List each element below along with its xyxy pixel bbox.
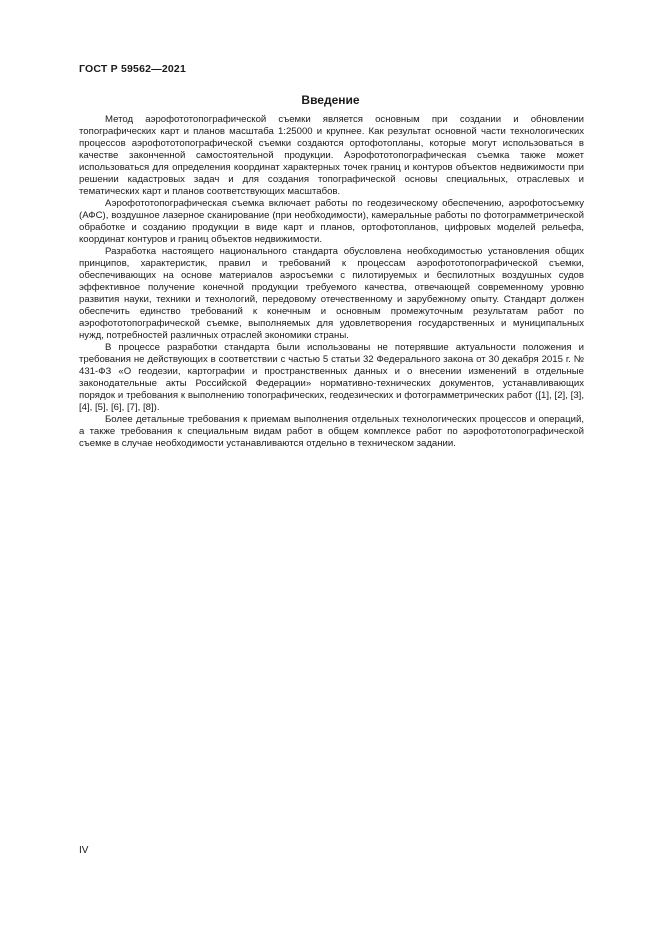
- paragraph-3: Разработка настоящего национального стандарта обусловлена необходимостью установления общих принципов, характеристик, правил и требований к процессам аэрофототопографической съемки, обеспечивающих на основе материалов аэросъемки с пилотируемых и беспилотных воздушных судов эффективное получение конечной продукции требуемого качества, отвечающей современному уровню развития науки, техники и технологий, передовому отечественному и зарубежному опыту. Стандарт должен обеспечить единство требований к конечным и основным промежуточным результатам работ по аэрофототопографической съемке, выполняемых для удовлетворения государственных и муниципальных нужд, потребностей различных отраслей экономики страны.: [79, 246, 584, 341]
- document-header: ГОСТ Р 59562—2021: [79, 63, 187, 75]
- section-title: Введение: [301, 93, 360, 107]
- page-number: IV: [79, 845, 89, 856]
- paragraph-1: Метод аэрофототопографической съемки является основным при создании и обновлении топографических карт и планов масштаба 1:25000 и крупнее. Как результат основной части технологических процессов аэрофототопографической съемки создаются ортофотопланы, которые могут использоваться в качестве законченной самостоятельной продукции. Аэрофототопографическая съемка также может использоваться для определения координат характерных точек границ и контуров объектов недвижимости при решении кадастровых задач и для создания топографической основы специальных, отраслевых и тематических карт и планов соответствующих масштабов.: [79, 114, 584, 197]
- paragraph-2: Аэрофототопографическая съемка включает работы по геодезическому обеспечению, аэрофотосъемку (АФС), воздушное лазерное сканирование (при необходимости), камеральные работы по фотограмметрической обработке и созданию продукции в виде карт и планов, ортофотопланов, цифровых моделей рельефа, координат контуров и границ объектов недвижимости.: [79, 198, 584, 245]
- body-text: [79, 114, 584, 450]
- paragraph-5: Более детальные требования к приемам выполнения отдельных технологических процессов и операций, а также требования к специальным видам работ в общем комплексе работ по аэрофототопографической съемке в случае необходимости устанавливаются отдельно в техническом задании.: [79, 414, 584, 449]
- paragraph-4: В процессе разработки стандарта были использованы не потерявшие актуальности положения и требования не действующих в соответствии с частью 5 статьи 32 Федерального закона от 30 декабря 2015 г. № 431-ФЗ «О геодезии, картографии и пространственных данных и о внесении изменений в отдельные законодательные акты Российской Федерации» нормативно-технических документов, устанавливающих порядок и требования к выполнению топографических, геодезических и фотограмметрических работ ([1], [2], [3], [4], [5], [6], [7], [8]).: [79, 342, 584, 413]
